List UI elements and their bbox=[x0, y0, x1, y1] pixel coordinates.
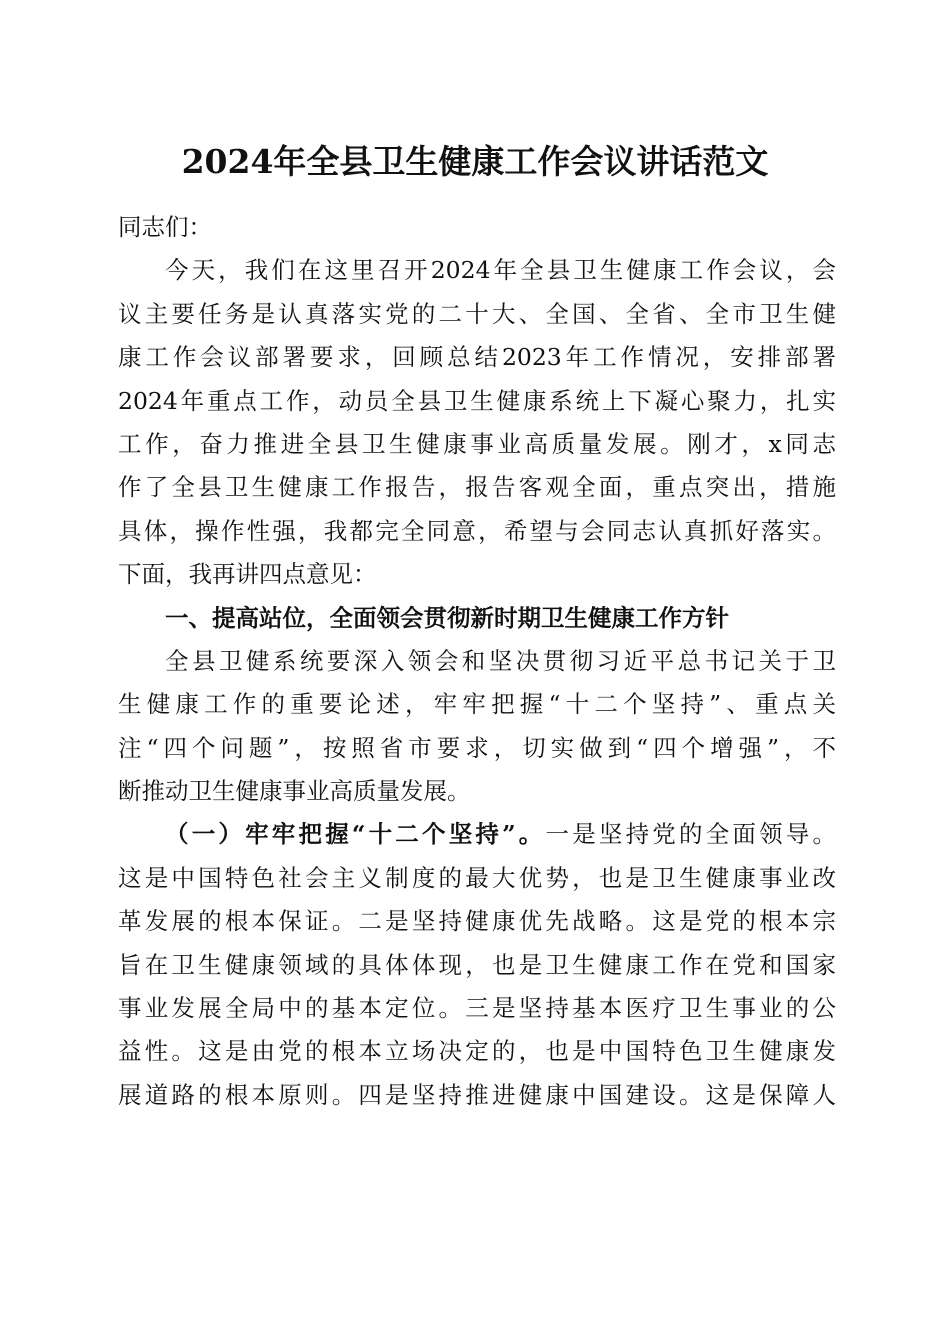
intro-line: 2024年重点工作，动员全县卫生健康系统上下凝心聚力，扎实 bbox=[118, 386, 836, 415]
intro-line: 康工作会议部署要求，回顾总结2023年工作情况，安排部署 bbox=[118, 343, 836, 372]
intro-line: 具体，操作性强，我都完全同意，希望与会同志认真抓好落实。 bbox=[118, 516, 836, 545]
subsection-1-first-line bbox=[118, 813, 836, 856]
section-1-paragraph-line: 生健康工作的重要论述，牢牢把握“十二个坚持”、重点关 bbox=[118, 690, 836, 719]
subsection-1-first-line-text: 一是坚持党的全面领导。 bbox=[545, 820, 836, 849]
intro-line: 工作，奋力推进全县卫生健康事业高质量发展。刚才，x同志 bbox=[118, 429, 836, 458]
subsection-1-line: 革发展的根本保证。二是坚持健康优先战略。这是党的根本宗 bbox=[118, 907, 836, 936]
intro-line: 下面，我再讲四点意见： bbox=[118, 560, 377, 589]
subsection-1-line: 事业发展全局中的基本定位。三是坚持基本医疗卫生事业的公 bbox=[118, 994, 836, 1023]
section-1-paragraph-line: 全县卫健系统要深入领会和坚决贯彻习近平总书记关于卫 bbox=[165, 646, 836, 675]
subsection-1-heading: （一）牢牢把握“十二个坚持”。 bbox=[165, 820, 546, 849]
subsection-1-line: 益性。这是由党的根本立场决定的，也是中国特色卫生健康发 bbox=[118, 1037, 836, 1066]
section-1-paragraph-line: 注“四个问题”，按照省市要求，切实做到“四个增强”，不 bbox=[118, 733, 836, 762]
document-body bbox=[118, 206, 836, 1117]
intro-line: 议主要任务是认真落实党的二十大、全国、全省、全市卫生健 bbox=[118, 299, 836, 328]
subsection-1-line: 展道路的根本原则。四是坚持推进健康中国建设。这是保障人 bbox=[118, 1080, 836, 1109]
salutation: 同志们： bbox=[118, 213, 212, 241]
document-title: 2024年全县卫生健康工作会议讲话范文 bbox=[181, 142, 769, 181]
section-1-paragraph-line: 断推动卫生健康事业高质量发展。 bbox=[118, 777, 471, 806]
subsection-1-line: 这是中国特色社会主义制度的最大优势，也是卫生健康事业改 bbox=[118, 863, 836, 892]
section-1-heading: 一、提高站位，全面领会贯彻新时期卫生健康工作方针 bbox=[165, 603, 729, 632]
intro-line: 作了全县卫生健康工作报告，报告客观全面，重点突出，措施 bbox=[118, 473, 836, 502]
subsection-1-line: 旨在卫生健康领域的具体体现，也是卫生健康工作在党和国家 bbox=[118, 950, 836, 979]
intro-line: 今天，我们在这里召开2024年全县卫生健康工作会议，会 bbox=[165, 256, 836, 285]
